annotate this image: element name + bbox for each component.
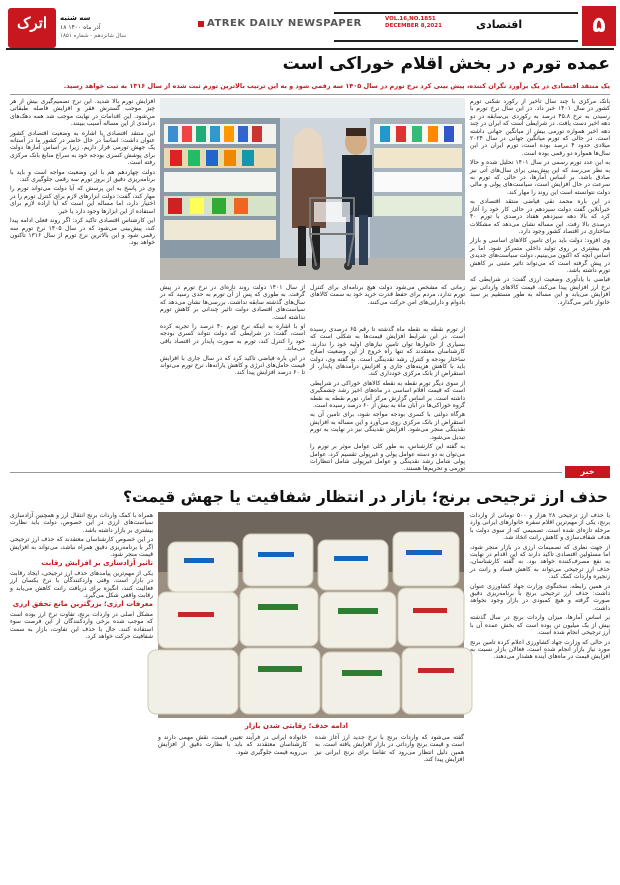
paragraph: از جهت نظری که تصمیمات ارزی در بازار منجر شود، اما مسئولین اقتصادی تاکید دارند که این اقدام در نهایت به نفع مصرف‌کننده خواهد بود. به گفته کارشناسان، حذف ارز ترجیحی می‌تواند به کاهش فساد و رانت در زنجیره واردات کمک کند. (470, 543, 610, 581)
header-rule (6, 48, 614, 50)
subheading: معرفات ارزی؛ بزرگترین مانع تحقق ارزی (12, 600, 153, 609)
date-weekday: سه شنبه (60, 14, 91, 22)
paragraph: او با اشاره به اینکه نرخ تورم ۴۰ درصد را تجربه کرده است، گفت: در شرایطی که دولت نتواند کسری بودجه خود را کنترل کند، تورم به صورت پایدار در اقتصاد باقی می‌ماند. (160, 323, 306, 353)
paragraph: بر اساس آمارها، میزان واردات برنج در سال گذشته بیش از یک میلیون تن بوده است که بخش عمده آن با ارز ترجیحی انجام شده است. (470, 614, 610, 637)
article1-lead: یک منتقد اقتصادی در یک برآورد نگران کننده، پیش بینی کرد نرخ تورم در سال ۱۴۰۵ سه رقمی شود و به این ترتیب بالاترین تورم ثبت شده از سال ۱۳۱۶ به ثبت خواهد رسید. (63, 82, 610, 90)
article1-column-right (470, 98, 610, 460)
paragraph: افزایش تورم بالا شدید. این نرخ تصمیم‌گیری بیش از هر چیز موجب گسترش فقر و افزایش فاصله طبقاتی می‌شود. این اقدامات در نهایت موجب شد همه دهک‌های درآمدی از این مساله آسیب ببینند. (10, 98, 155, 128)
rice-sacks-illustration (158, 512, 464, 718)
supermarket-photo (160, 98, 465, 280)
paragraph: گفته می‌شود که واردات برنج با نرخ جدید ارز آغاز شده است و قیمت برنج وارداتی در بازار افزایش یافته است. به همین دلیل انتظار می‌رود که تقاضا برای برنج ایرانی نیز افزایش پیدا کند. (315, 734, 464, 764)
article2-column-left (10, 512, 153, 878)
article1-mid-right (310, 326, 465, 473)
date-sub: سال شانزدهم - شماره ۱۸۵۱ (60, 33, 126, 39)
paragraph: این منتقد اقتصادی با اشاره به وضعیت اقتصادی کشور عنوان داشت: اساساً در حال حاضر در کشور ما در آستانه یک جهش تورمی قرار داریم. زیرا بر اساس آمارها دولت برای پوشش کسری بودجه خود به سراغ منابع بانک مرکزی رفته است. (10, 129, 155, 167)
news-tag: خبر (565, 466, 610, 478)
page-number: ۵ (582, 6, 616, 46)
paragraph: در این باره محمد نقی فیاضی منتقد اقتصادی به خبرآنلاین گفت دولت سیزدهم در حالی کار خود را آغاز کرد که بالا دهه سیزدهم هفتاد درصدی با تورم ۴۰ درصدی بالا رفت. این مساله نشان می‌دهد که مشکلات ساختاری در اقتصاد کشور وجود دارد. (470, 198, 610, 235)
paragraph: با حذف ارز ترجیحی ۲۸ هزار و ۵۰۰ تومانی از واردات برنج، یکی از مهم‌ترین اقلام سفره خانوارهای ایرانی وارد مرحله تازه‌ای شده است. تصمیمی که از سوی دولت با هدف شفاف‌سازی و کاهش رانت اتخاذ شد. (470, 512, 610, 542)
article1-column-left (10, 98, 155, 460)
volume-number: VOL.16,NO.1851 (385, 16, 436, 22)
paragraph: به این عدد تورم رسمی در سال ۱۴۰۱ تحلیل شده و حالا به نظر می‌رسد که این پیش‌بینی برای سال‌های آتی نیز صادق باشد. بر اساس آمارها، در حالی که تورم به سرعت در حال افزایش است، سیاست‌های پولی و مالی دولت نتوانسته است این روند را مهار کند. (470, 159, 610, 196)
article2-column-middle (158, 734, 464, 878)
paragraph: وی در پاسخ به این پرسش که آیا دولت می‌تواند تورم را مهار کند، گفت: دولت ابزارهای لازم برای کنترل تورم را در اختیار دارد، اما مساله این است که آیا اراده لازم برای استفاده از این ابزارها وجود دارد یا خیر. (10, 185, 155, 215)
paragraph: به گفته این کارشناس، به طور کلی عوامل موثر بر تورم را می‌توان به دو دسته عوامل پولی و غیرپولی تقسیم کرد. عوامل پولی شامل رشد نقدینگی و عوامل غیرپولی شامل انتظارات تورمی و تحریم‌ها هستند. (310, 443, 465, 473)
publication-name-en: ATREK DAILY NEWSPAPER (207, 18, 362, 29)
paragraph: در این باره فیاضی تاکید کرد که در سال جاری با افزایش قیمت حامل‌های انرژی و کاهش یارانه‌ها، نرخ تورم می‌تواند تا ۶۰ درصد افزایش پیدا کند. (160, 354, 305, 377)
section-bar (334, 12, 578, 42)
paragraph: هرگاه دولتی با کسری بودجه مواجه شود، برای تامین آن به استقراض از بانک مرکزی روی می‌آورد و این مساله به افزایش نقدینگی منجر می‌شود. افزایش نقدینگی نیز در نهایت به تورم تبدیل می‌شود. (310, 411, 465, 441)
divider (10, 472, 562, 473)
paragraph: این کارشناس اقتصادی تاکید کرد: اگر روند فعلی ادامه پیدا کند، پیش‌بینی می‌شود که در سال ۱۴۰۵ نرخ تورم سه رقمی شود و این بالاترین نرخ تورم از سال ۱۳۱۶ تاکنون خواهد بود. (10, 217, 156, 247)
paragraph: فیاضی با یادآوری وضعیت ارزی گفت: در شرایطی که نرخ ارز افزایش پیدا می‌کند، قیمت کالاهای وارداتی نیز افزایش می‌یابد و این مساله به طور مستقیم بر سبد خانوار تاثیر می‌گذارد. (470, 276, 610, 306)
paragraph: دولت چهاردهم هم با این وضعیت مواجه است و باید با برنامه‌ریزی دقیق از بروز تورم سه رقمی جلوگیری کند. (10, 168, 155, 184)
article1-mid-left (160, 284, 305, 460)
supermarket-illustration (160, 98, 465, 280)
paragraph: در همین رابطه، سخنگوی وزارت جهاد کشاورزی عنوان داشت: حذف ارز ترجیحی برنج با برنامه‌ریزی دقیق صورت گرفته و هیچ کمبودی در بازار وجود نخواهد داشت. (470, 582, 610, 612)
paragraph: خانواده ایرانی در فرآیند تعیین قیمت، نقش مهمی دارند و کارشناسان معتقدند که باید با نظارت دقیق از افزایش بی‌رویه قیمت جلوگیری شود. (158, 734, 307, 756)
article1-headline: عمده تورم در بخش اقلام خوراکی است (282, 54, 610, 74)
paragraph: از تورم نقطه به نقطه ماه گذشته تا رقم ۶۵ درصدی رسیده است. در این شرایط افزایش قیمت‌ها به شکلی است که بسیاری از خانوارها توان تامین نیازهای اولیه خود را ندارند. کارشناسان معتقدند که تنها راه خروج از این وضعیت اصلاح ساختار بودجه و کنترل رشد نقدینگی است. به گفته وی، دولت باید با کاهش هزینه‌های جاری و افزایش درآمدهای پایدار، از استقراض از بانک مرکزی خودداری کند. (310, 326, 465, 378)
article2-photo-caption: ادامه حذف؛ رقابتی شدن بازار (244, 722, 348, 730)
logo-text: اترک (16, 14, 48, 32)
paragraph: مشکل اصلی در واردات برنج، تفاوت نرخ ارز بوده است که موجب شده برخی واردکنندگان از این فرصت سوء استفاده کنند. حال با حذف این تفاوت، بازار به سمت شفافیت حرکت خواهد کرد. (10, 610, 153, 641)
rice-sacks-photo (158, 512, 464, 718)
bullet-square-icon (198, 21, 204, 27)
divider (10, 94, 610, 95)
paragraph: در این خصوص کارشناسان معتقدند که حذف ارز ترجیحی اگر با برنامه‌ریزی دقیق همراه نباشد، می‌تواند به افزایش قیمت منجر شود. (10, 536, 153, 559)
paragraph: بانک مرکزی با چند سال تاخیر از رکورد شکنی تورم کشور در سال ۱۴۰۱ خبر داد. در این سال نرخ تورم با رسیدن به نرخ ۴۵.۸ درصد به رکوردی بی‌سابقه در دو دهه اخیر دست یافت. در شرایطی است که ایران در چند دهه اخیر همواره تورمی بیش از میانگین جهانی داشته است. در حالی که تورم میانگین جهانی در سال ۲۰۲۴ میلادی حدود ۴ درصد بوده است، تورم ایران در این سال‌ها همواره دو رقمی بوده است. (470, 98, 610, 157)
paragraph: از سال ۱۴۰۱ دولت روند تازه‌ای در نرخ تورم در پیش گرفت. به طوری که پس از آن تورم به حدی رسید که در سال‌های گذشته سابقه نداشت. بررسی‌ها نشان می‌دهد که سیاست‌های اقتصادی دولت تاثیر چندانی بر کاهش تورم نداشته است. (160, 284, 306, 321)
issue-date-en: DECEMBER 8,2021 (385, 23, 442, 29)
paragraph: از سوی دیگر تورم نقطه به نقطه کالاهای خوراکی در شرایطی است که قیمت اقلام اساسی در ماه‌های اخیر رشد چشمگیری داشته است. بر اساس گزارش مرکز آمار، تورم نقطه به نقطه گروه خوراکی‌ها در آبان ماه به بیش از ۶۰ درصد رسیده است. (310, 379, 465, 410)
paragraph: در حالی که وزارت جهاد کشاورزی اعلام کرده تامین برنج مورد نیاز بازار انجام شده است، فعالان بازار نسبت به افزایش قیمت در ماه‌های آینده هشدار می‌دهند. (470, 638, 610, 661)
volume-info (385, 16, 442, 30)
article1-photo-caption: زمانی که مشخص می‌شود دولت هیچ برنامه‌ای برای کنترل تورم ندارد، مردم برای حفظ قدرت خرید خود به سمت کالاهای بادوام و دارایی‌های امن حرکت می‌کنند. (310, 284, 465, 306)
paragraph: وی افزود: دولت باید برای تامین کالاهای اساسی و بازار هم بیشتری بر روی تولید داخلی متمرکز شود. اما بر اساس آنچه که اکنون می‌بینیم، دولت سیاست‌های جدیدی در پیش گرفته است که می‌تواند تاثیر مثبتی بر کاهش تورم داشته باشد. (470, 237, 610, 274)
subheading: تاثیر آزادسازی بر افزایش رقابت (41, 559, 153, 568)
paragraph: همراه با کمک واردات برنج انتقال ارز و همچنین آزادسازی سیاست‌های ارزی در این خصوص، دولت باید نظارت بیشتری بر بازار داشته باشد. (10, 512, 153, 534)
date-fa: ۱۸ آذر ماه ۱۴۰۰ (60, 24, 101, 31)
article2-column-right (470, 512, 610, 878)
paragraph: یکی از مهم‌ترین پیامدهای حذف ارز ترجیحی، ایجاد رقابت در بازار است. وقتی واردکنندگان با نرخ یکسان ارز فعالیت کنند، انگیزه برای دریافت رانت کاهش می‌یابد و رقابت واقعی شکل می‌گیرد. (10, 569, 153, 600)
article2-headline: حذف ارز ترجیحی برنج؛ بازار در انتظار شفافیت یا جهش قیمت؟ (122, 488, 608, 506)
section-label: اقتصادی (476, 18, 523, 31)
